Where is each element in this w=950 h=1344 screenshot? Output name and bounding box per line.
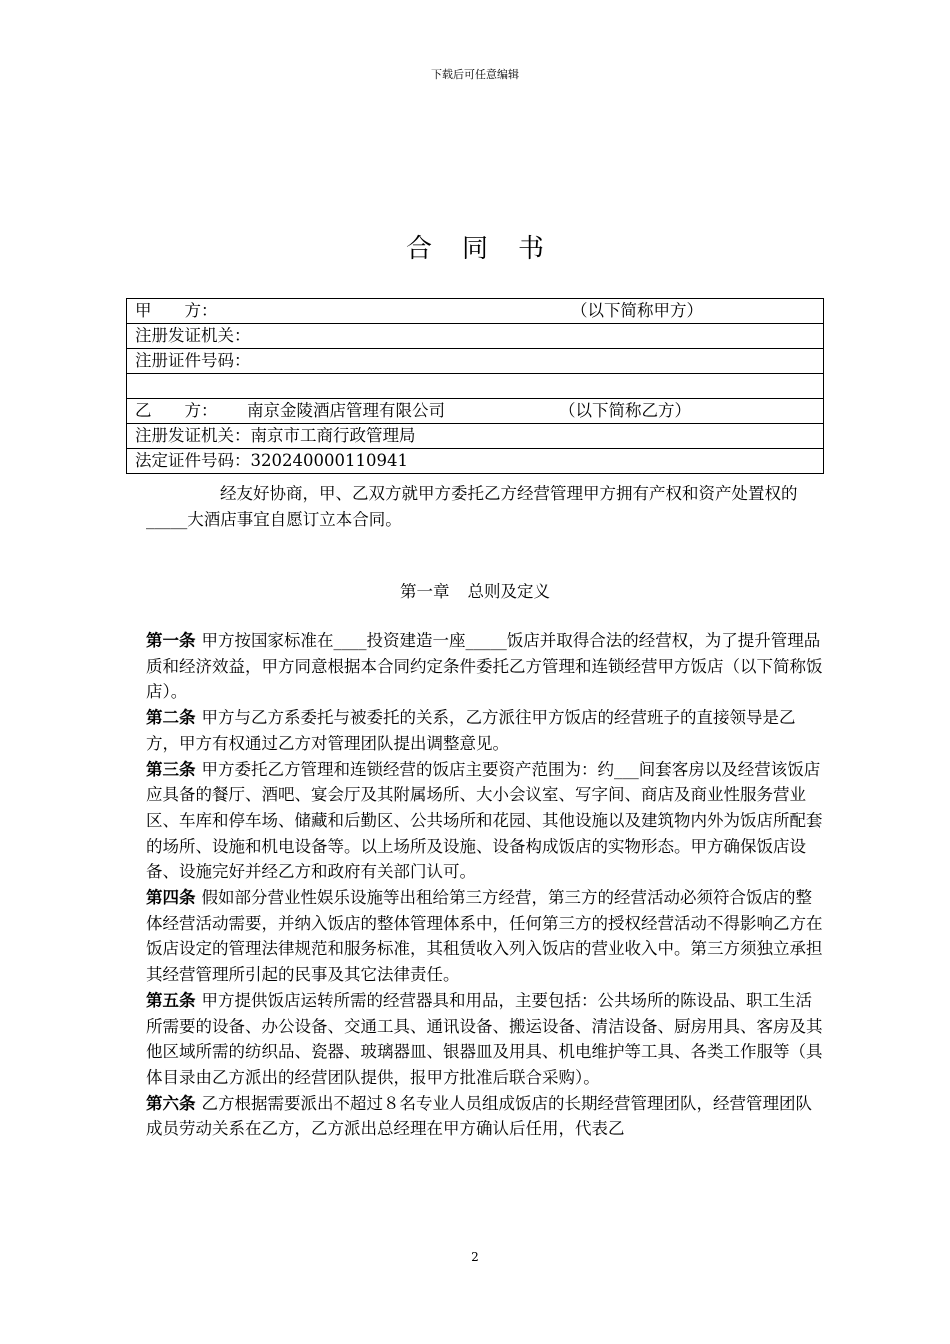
party-a-row [127,299,824,324]
party-b-authority-label: 注册发证机关： [135,426,251,445]
article-6-text: 乙方根据需要派出不超过８名专业人员组成饭店的长期经营管理团队，经营管理团队成员劳动关系在乙方，乙方派出总经理在甲方确认后任用，代表乙 [146,1093,812,1139]
article-3-title: 第三条 [146,759,196,779]
intro-paragraph [146,481,826,533]
party-a-label: 甲 方： [135,301,218,320]
party-b-alias: （以下简称乙方） [559,401,691,420]
article-6-title: 第六条 [146,1093,196,1113]
article-5-text: 甲方提供饭店运转所需的经营器具和用品，主要包括：公共场所的陈设品、职工生活所需要的设备、办公设备、交通工具、通讯设备、搬运设备、清洁设备、厨房用具、客房及其他区域所需的纺织品、瓷器、玻璃器皿、银器皿及用具、机电维护等工具、各类工作服等（具体目录由乙方派出的经营团队提供，报甲方批准后联合采购）。 [146,990,823,1087]
chapter-name: 总则及定义 [467,582,550,601]
article-1-title: 第一条 [146,631,196,650]
article-2-title: 第二条 [146,708,196,728]
party-b-row [127,399,824,424]
party-a-alias: （以下简称甲方） [571,301,703,320]
article-3-text: 甲方委托乙方管理和连锁经营的饭店主要资产范围为：约___间套客房以及经营该饭店应具备的餐厅、酒吧、宴会厅及其附属场所、大小会议室、写字间、商店及商业性服务营业区、车库和停车场、储藏和后勤区、公共场所和花园、其他设施以及建筑物内外为饭店所配套的场所、设施和机电设备等。以上场所及设施、设备构成饭店的实物形态。甲方确保饭店设备、设施完好并经乙方和政府有关部门认可。 [146,759,823,882]
reg-authority-row [127,324,824,349]
parties-table [126,298,824,474]
party-b-label: 乙 方： [135,401,218,420]
reg-authority-label: 注册发证机关： [135,326,251,345]
article-1-text: 甲方按国家标准在____投资建造一座_____饭店并取得合法的经营权，为了提升管理品质和经济效益，甲方同意根据本合同约定条件委托乙方管理和连锁经营甲方饭店（以下简称饭店）。 [146,631,823,702]
article-4 [146,885,826,988]
blank-row [127,374,824,399]
intro-text: 经友好协商，甲、乙双方就甲方委托乙方经营管理甲方拥有产权和资产处置权的_____大酒店事宜自愿订立本合同。 [146,484,798,529]
article-2-text: 甲方与乙方系委托与被委托的关系，乙方派往甲方饭店的经营班子的直接领导是乙方，甲方有权通过乙方对管理团队提出调整意见。 [146,708,796,753]
article-2 [146,705,826,756]
article-4-title: 第四条 [146,888,196,908]
document-title: 合同书 [405,234,574,264]
party-b-authority-row [127,424,824,449]
article-6 [146,1091,826,1142]
article-5 [146,988,826,1091]
page-number: 2 [471,1250,479,1264]
party-b-name: 南京金陵酒店管理有限公司 [247,401,445,420]
article-1 [146,628,826,705]
article-5-title: 第五条 [146,990,196,1010]
article-4-text: 假如部分营业性娱乐设施等出租给第三方经营，第三方的经营活动必须符合饭店的整体经营活动需要，并纳入饭店的整体管理体系中，任何第三方的授权经营活动不得影响乙方在饭店设定的管理法律规范和服务标准，其租赁收入列入饭店的营业收入中。第三方须独立承担其经营管理所引起的民事及其它法律责任。 [146,888,823,985]
header-note: 下载后可任意编辑 [431,68,519,81]
chapter-number: 第一章 [400,582,450,601]
party-b-authority-value: 南京市工商行政管理局 [250,426,416,445]
articles-section [146,628,826,1142]
reg-number-label: 注册证件号码： [135,351,251,370]
party-b-number-row [127,449,824,474]
article-3 [146,757,826,886]
reg-number-row [127,349,824,374]
chapter-heading [0,578,950,602]
party-b-number-value: 320240000110941 [250,451,408,470]
party-b-number-label: 法定证件号码： [135,451,251,470]
